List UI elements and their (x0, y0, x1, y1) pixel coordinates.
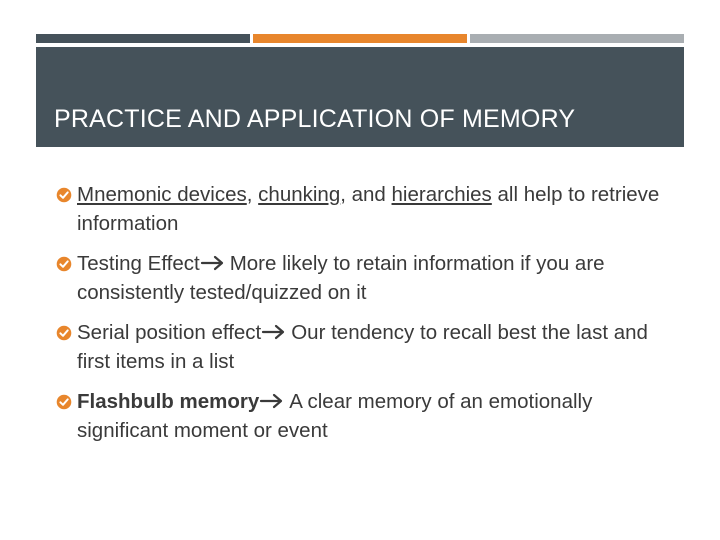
accent-stripe-right (470, 34, 684, 43)
circle-check-bullet-icon (56, 394, 72, 410)
term-flashbulb-memory: Flashbulb memory (77, 390, 260, 413)
accent-stripe-left (36, 34, 250, 43)
bullet-text: A clear memory of an emotionally significant moment or event (77, 390, 593, 442)
term-hierarchies: hierarchies (391, 183, 492, 206)
accent-stripe-middle (253, 34, 467, 43)
circle-check-bullet-icon (56, 187, 72, 203)
circle-check-bullet-icon (56, 256, 72, 272)
bullet-serial-position-effect (56, 318, 676, 376)
bullet-testing-effect (56, 249, 676, 307)
bullet-text: Our tendency to recall best the last and first items in a list (77, 321, 648, 373)
separator: , and (340, 183, 392, 206)
right-arrow-icon (261, 323, 287, 341)
bullet-list (56, 180, 676, 445)
separator: , (246, 183, 259, 206)
bullet-mnemonic-devices (56, 180, 676, 238)
right-arrow-icon (200, 254, 226, 272)
term-mnemonic-devices: Mnemonic devices (77, 183, 247, 206)
slide-title: PRACTICE AND APPLICATION OF MEMORY (54, 105, 576, 133)
right-arrow-icon (259, 392, 285, 410)
bullet-text: More likely to retain information if you are consistently tested/quizzed on it (77, 252, 605, 304)
circle-check-bullet-icon (56, 325, 72, 341)
term-testing-effect: Testing Effect (77, 252, 200, 275)
term-serial-position-effect: Serial position effect (77, 321, 262, 344)
term-chunking: chunking (258, 183, 341, 206)
title-bar (36, 47, 684, 147)
bullet-text: all help to retrieve information (77, 183, 660, 235)
bullet-flashbulb-memory (56, 387, 676, 445)
